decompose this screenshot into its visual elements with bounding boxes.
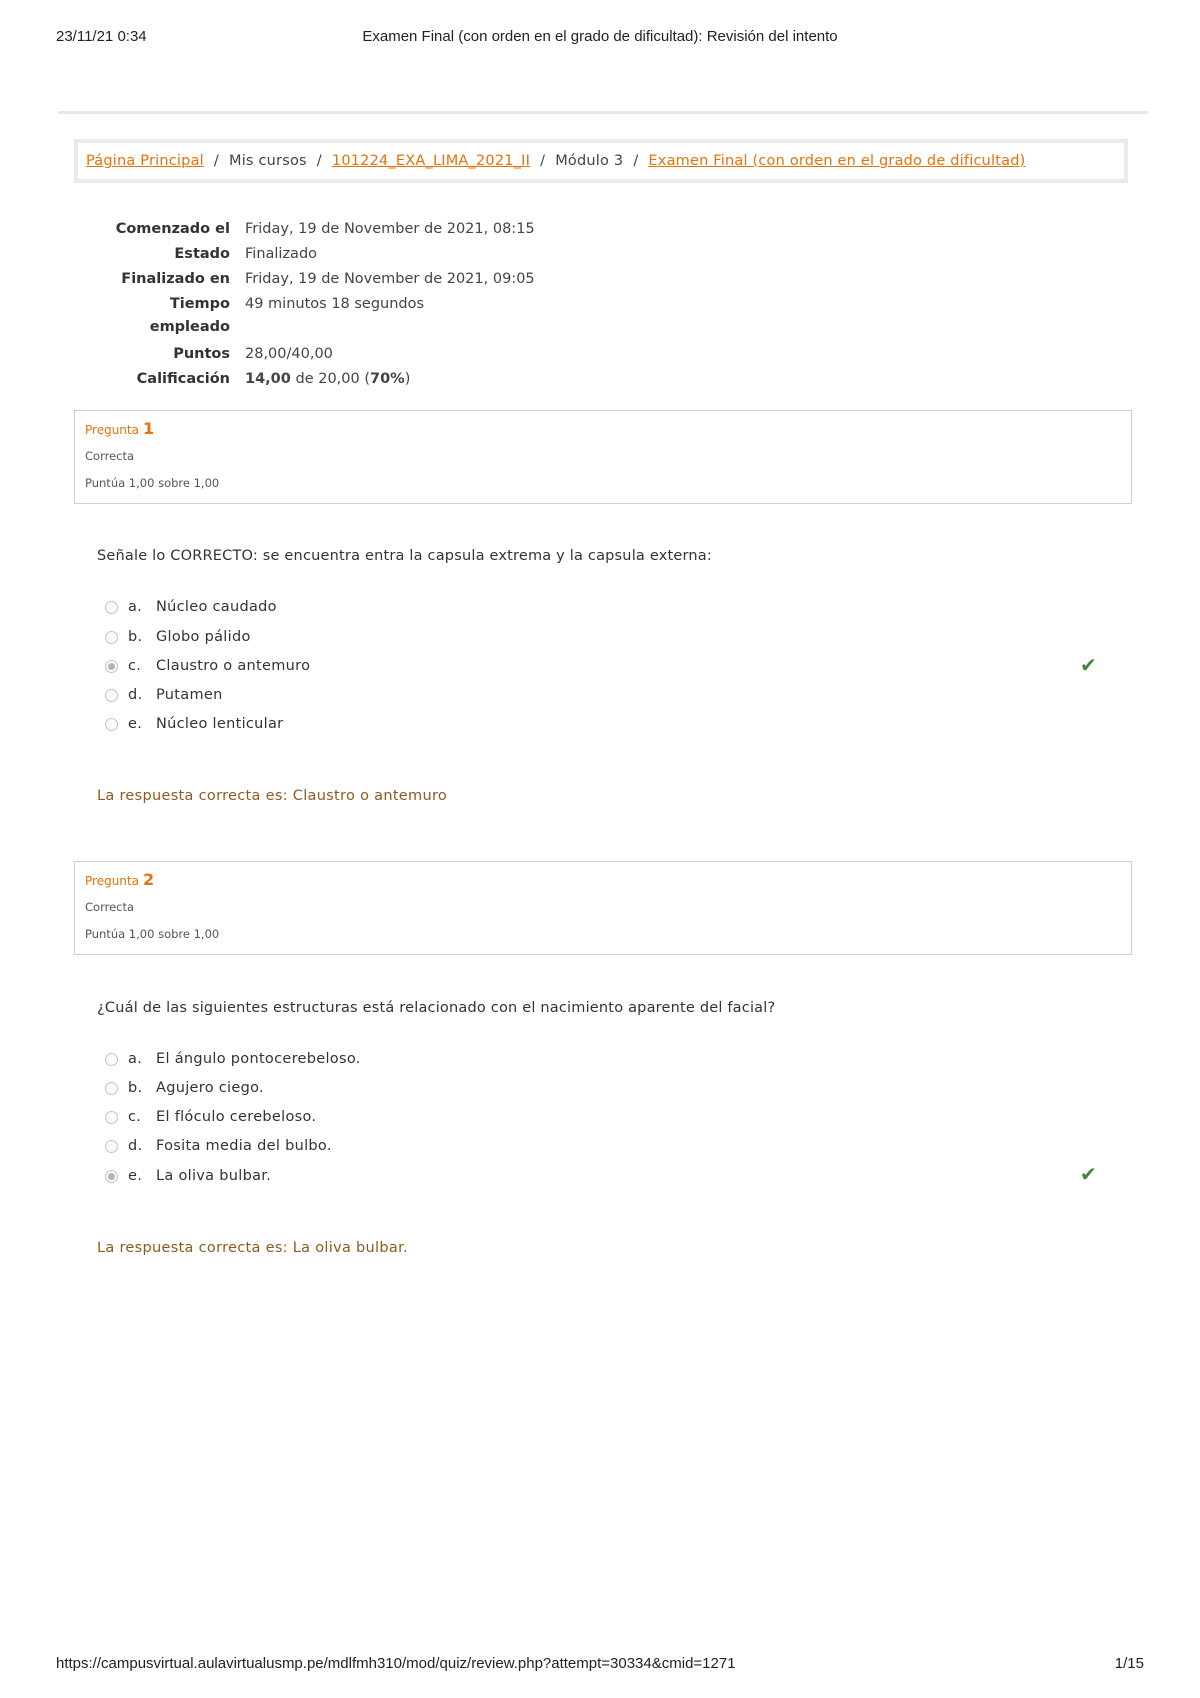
question-state: Correcta [85, 449, 135, 463]
option-text: La oliva bulbar. [156, 1168, 272, 1184]
option-text: Núcleo caudado [156, 599, 277, 615]
answer-option-selected[interactable] [105, 656, 310, 676]
breadcrumb [74, 139, 1128, 183]
option-text: El ángulo pontocerebeloso. [156, 1051, 361, 1067]
print-header [56, 28, 1144, 48]
question-number [85, 419, 154, 438]
question-text-1: Señale lo CORRECTO: se encuentra entra la capsula extrema y la capsula externa: [97, 548, 712, 564]
radio-button-selected[interactable] [105, 1170, 118, 1183]
question-number [85, 870, 154, 889]
breadcrumb-my-courses: Mis cursos [228, 153, 307, 169]
finished-label: Finalizado en [121, 271, 230, 287]
print-date: 23/11/21 0:34 [56, 28, 147, 45]
print-url: https://campusvirtual.aulavirtualusmp.pe/mdlfmh310/mod/quiz/review.php?attempt=30334&cmid=1271 [56, 1655, 736, 1672]
answer-option[interactable] [105, 1107, 316, 1127]
answer-option[interactable] [105, 1049, 361, 1069]
radio-button[interactable] [105, 718, 118, 731]
breadcrumb-module: Módulo 3 [555, 153, 624, 169]
option-letter: e. [128, 1168, 143, 1184]
breadcrumb-separator: / [316, 153, 322, 169]
print-title: Examen Final (con orden en el grado de dificultad): Revisión del intento [362, 28, 838, 45]
breadcrumb-course-link[interactable]: 101224_EXA_LIMA_2021_II [331, 153, 531, 169]
radio-button[interactable] [105, 1082, 118, 1095]
option-letter: d. [128, 687, 143, 703]
points-value: 28,00/40,00 [245, 346, 333, 362]
question-text-2: ¿Cuál de las siguientes estructuras está relacionado con el nacimiento aparente del facial? [97, 1000, 776, 1016]
question-grade: Puntúa 1,00 sobre 1,00 [85, 476, 220, 490]
option-letter: c. [128, 658, 142, 674]
breadcrumb-separator: / [633, 153, 639, 169]
option-text: Claustro o antemuro [156, 658, 311, 674]
started-label: Comenzado el [115, 221, 230, 237]
radio-button[interactable] [105, 689, 118, 702]
question-label: Pregunta [85, 423, 139, 437]
grade-label: Calificación [136, 371, 230, 387]
option-text: Agujero ciego. [156, 1080, 264, 1096]
radio-button[interactable] [105, 1053, 118, 1066]
radio-button[interactable] [105, 1140, 118, 1153]
time-value: 49 minutos 18 segundos [245, 296, 425, 312]
right-answer-1: La respuesta correcta es: Claustro o antemuro [97, 788, 448, 804]
question-number-value: 2 [142, 870, 155, 889]
started-value: Friday, 19 de November de 2021, 08:15 [245, 221, 535, 237]
breadcrumb-home-link[interactable]: Página Principal [86, 153, 204, 169]
grade-close: ) [404, 371, 411, 387]
right-answer-2: La respuesta correcta es: La oliva bulbar. [97, 1240, 408, 1256]
breadcrumb-separator: / [213, 153, 219, 169]
question-info-2 [74, 861, 1132, 955]
question-label: Pregunta [85, 874, 139, 888]
answer-option[interactable] [105, 1136, 332, 1156]
radio-button[interactable] [105, 601, 118, 614]
option-text: Fosita media del bulbo. [156, 1138, 332, 1154]
option-text: Globo pálido [156, 629, 251, 645]
header-divider [58, 111, 1148, 114]
finished-value: Friday, 19 de November de 2021, 09:05 [245, 271, 535, 287]
grade-percent: 70% [370, 371, 405, 387]
radio-button[interactable] [105, 1111, 118, 1124]
option-letter: c. [128, 1109, 142, 1125]
page-number: 1/15 [1114, 1655, 1144, 1672]
time-label-line1: Tiempo [169, 296, 230, 312]
question-info-1 [74, 410, 1132, 504]
option-letter: b. [128, 1080, 143, 1096]
option-text: El flóculo cerebeloso. [156, 1109, 317, 1125]
print-footer [56, 1655, 1144, 1675]
grade-of: de 20,00 ( [290, 371, 370, 387]
radio-button[interactable] [105, 631, 118, 644]
option-text: Núcleo lenticular [156, 716, 284, 732]
answer-option[interactable] [105, 685, 223, 705]
option-text: Putamen [156, 687, 223, 703]
state-value: Finalizado [245, 246, 318, 262]
answer-option[interactable] [105, 627, 251, 647]
option-letter: e. [128, 716, 143, 732]
grade-score: 14,00 [245, 371, 291, 387]
time-label-line2: empleado [149, 319, 230, 335]
option-letter: b. [128, 629, 143, 645]
answer-option[interactable] [105, 714, 283, 734]
option-letter: a. [128, 599, 143, 615]
check-icon: ✔ [1080, 653, 1097, 677]
state-label: Estado [174, 246, 230, 262]
answer-option-selected[interactable] [105, 1166, 271, 1186]
radio-button-selected[interactable] [105, 660, 118, 673]
option-letter: d. [128, 1138, 143, 1154]
check-icon: ✔ [1080, 1162, 1097, 1186]
question-number-value: 1 [142, 419, 155, 438]
answer-option[interactable] [105, 597, 277, 617]
option-letter: a. [128, 1051, 143, 1067]
points-label: Puntos [173, 346, 230, 362]
grade-value [245, 368, 410, 391]
question-grade: Puntúa 1,00 sobre 1,00 [85, 927, 220, 941]
breadcrumb-separator: / [540, 153, 546, 169]
question-state: Correcta [85, 900, 135, 914]
time-label [80, 293, 230, 339]
breadcrumb-quiz-link[interactable]: Examen Final (con orden en el grado de dificultad) [648, 153, 1026, 169]
answer-option[interactable] [105, 1078, 264, 1098]
